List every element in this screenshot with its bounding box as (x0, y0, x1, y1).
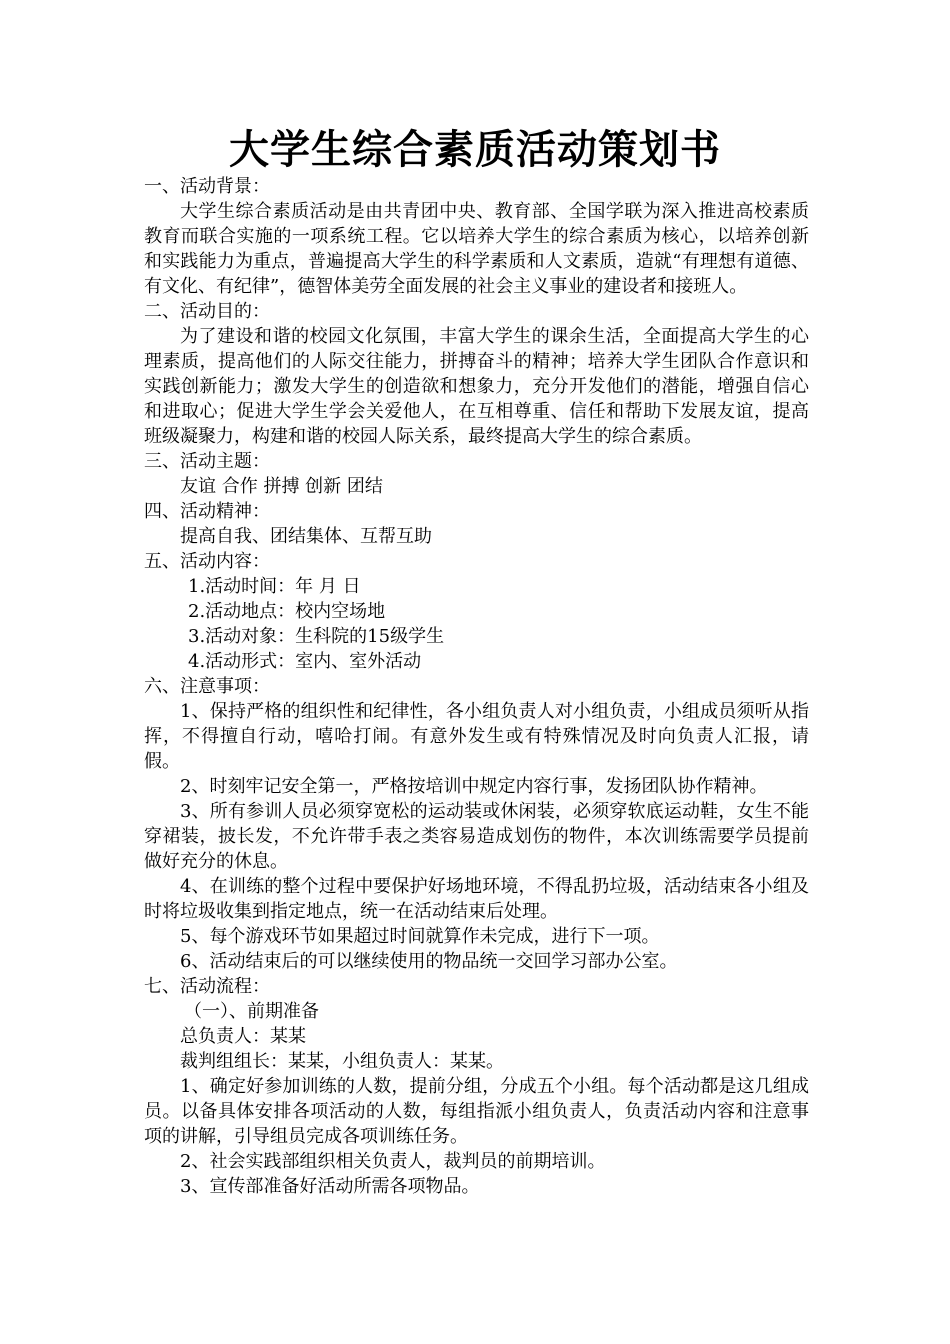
content-item: 2.活动地点：校内空场地 (188, 601, 386, 622)
section-text-purpose: 为了建设和谐的校园文化氛围，丰富大学生的课余生活，全面提高大学生的心理素质，提高他们的人际交往能力，拼搏奋斗的精神；培养大学生团队合作意识和实践创新能力；激发大学生的创造欲和想象力，充分开发他们的潜能，增强自信心和进取心；促进大学生学会关爱他人，在互相尊重、信任和帮助下发展友谊，提高班级凝聚力，构建和谐的校园人际关系，最终提高大学生的综合素质。 (144, 326, 809, 447)
process-subheading: （一）、前期准备 (184, 1001, 319, 1022)
process-judges: 裁判组组长：某某，小组负责人：某某。 (180, 1051, 504, 1072)
section-heading-background: 一、活动背景： (144, 176, 270, 197)
process-item: 2、社会实践部组织相关负责人，裁判员的前期培训。 (180, 1151, 606, 1172)
document-body (144, 174, 809, 1199)
content-item: 4.活动形式：室内、室外活动 (188, 651, 422, 672)
section-heading-spirit: 四、活动精神： (144, 501, 270, 522)
document-title: 大学生综合素质活动策划书 (229, 127, 721, 173)
section-text-background: 大学生综合素质活动是由共青团中央、教育部、全国学联为深入推进高校素质教育而联合实施的一项系统工程。它以培养大学生的综合素质为核心，以培养创新和实践能力为重点，普遍提高大学生的科学素质和人文素质，造就“有理想有道德、有文化、有纪律”，德智体美劳全面发展的社会主义事业的建设者和接班人。 (144, 201, 809, 297)
content-item: 3.活动对象：生科院的15级学生 (188, 626, 445, 647)
note-item: 5、每个游戏环节如果超过时间就算作未完成，进行下一项。 (180, 926, 660, 947)
process-leader: 总负责人：某某 (180, 1026, 306, 1047)
section-heading-purpose: 二、活动目的： (144, 301, 270, 322)
section-text-theme: 友谊 合作 拼搏 创新 团结 (180, 476, 383, 497)
section-heading-process: 七、活动流程： (144, 976, 270, 997)
process-item: 1、确定好参加训练的人数，提前分组，分成五个小组。每个活动都是这几组成员。以备具体安排各项活动的人数，每组指派小组负责人，负责活动内容和注意事项的讲解，引导组员完成各项训练任务。 (144, 1076, 809, 1147)
note-item: 4、在训练的整个过程中要保护好场地环境，不得乱扔垃圾，活动结束各小组及时将垃圾收集到指定地点，统一在活动结束后处理。 (144, 876, 809, 922)
process-item: 3、宣传部准备好活动所需各项物品。 (180, 1176, 480, 1197)
note-item: 6、活动结束后的可以继续使用的物品统一交回学习部办公室。 (180, 951, 678, 972)
section-heading-content: 五、活动内容： (144, 551, 270, 572)
content-item: 1.活动时间：年 月 日 (188, 576, 361, 597)
note-item: 2、时刻牢记安全第一，严格按培训中规定内容行事，发扬团队协作精神。 (180, 776, 768, 797)
section-heading-notes: 六、注意事项： (144, 676, 270, 697)
note-item: 1、保持严格的组织性和纪律性，各小组负责人对小组负责，小组成员须听从指挥，不得擅自行动，嘻哈打闹。有意外发生或有特殊情况及时向负责人汇报，请假。 (144, 701, 809, 772)
section-heading-theme: 三、活动主题： (144, 451, 270, 472)
note-item: 3、所有参训人员必须穿宽松的运动装或休闲装，必须穿软底运动鞋，女生不能穿裙装，披长发，不允许带手表之类容易造成划伤的物件，本次训练需要学员提前做好充分的休息。 (144, 801, 809, 872)
section-text-spirit: 提高自我、团结集体、互帮互助 (180, 526, 432, 547)
